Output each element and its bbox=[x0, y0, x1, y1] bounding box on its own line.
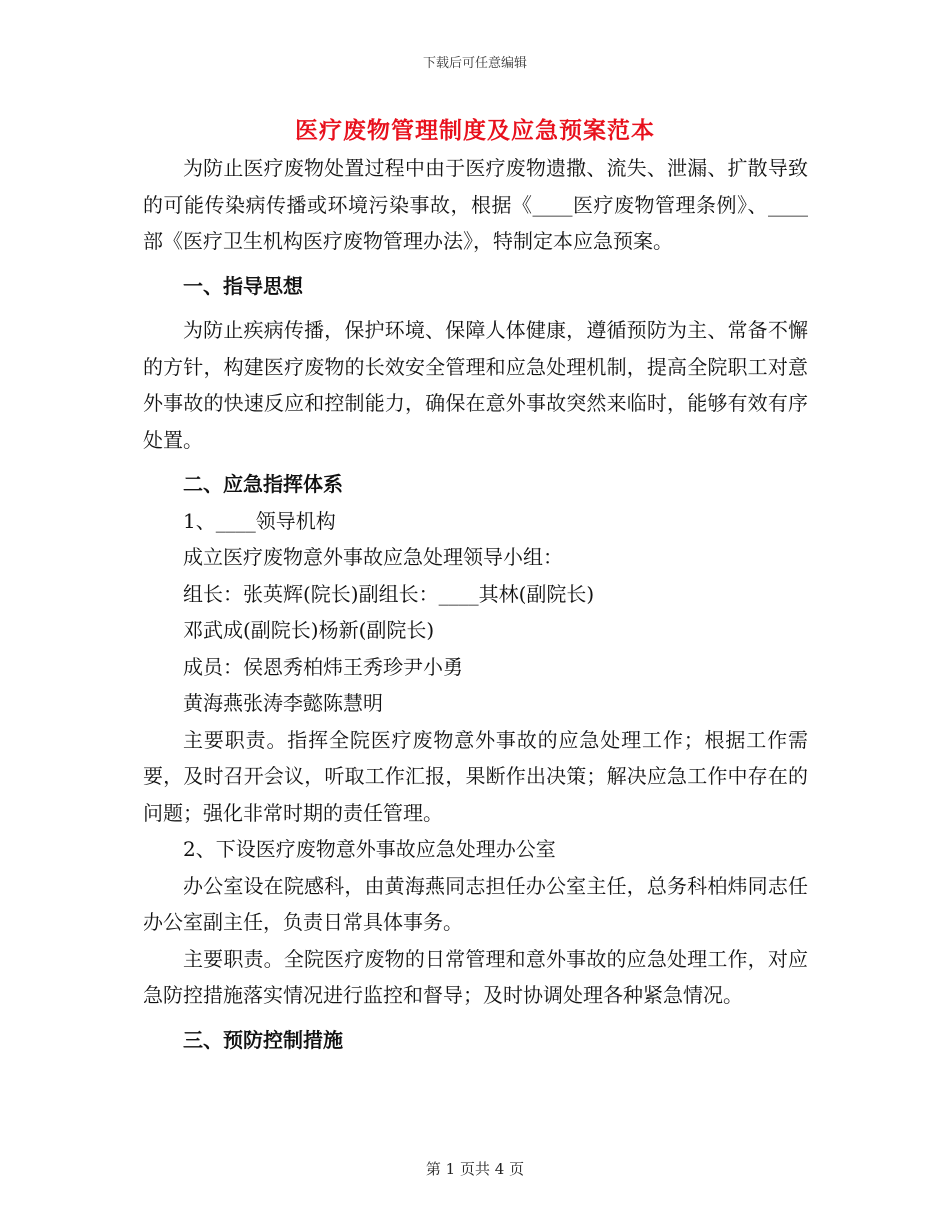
office-paragraph: 办公室设在院感科，由黄海燕同志担任办公室主任，总务科柏炜同志任办公室副主任，负责日常具体事务。 bbox=[143, 873, 808, 934]
section-heading-command-system: 二、应急指挥体系 bbox=[183, 472, 343, 496]
guiding-ideology-paragraph: 为防止疾病传播，保护环境、保障人体健康，遵循预防为主、常备不懈的方针，构建医疗废物的长效安全管理和应急处理机制，提高全院职工对意外事故的快速反应和控制能力，确保在意外事故突然来临时，能够有效有序处置。 bbox=[143, 318, 808, 452]
deputy-line: 邓武成(副院长)杨新(副院长) bbox=[183, 618, 435, 642]
members-line: 成员：侯恩秀柏炜王秀珍尹小勇 bbox=[183, 654, 463, 679]
document-title: 医疗废物管理制度及应急预案范本 bbox=[295, 117, 655, 144]
members-line-2: 黄海燕张涛李懿陈慧明 bbox=[183, 691, 383, 715]
page-footer-number: 第 1 页共 4 页 bbox=[425, 1160, 525, 1178]
section-heading-guiding-ideology: 一、指导思想 bbox=[183, 273, 303, 298]
office-duties-paragraph: 主要职责。全院医疗废物的日常管理和意外事故的应急处理工作，对应急防控措施落实情况进行监控和督导；及时协调处理各种紧急情况。 bbox=[143, 946, 808, 1007]
page-header-note: 下载后可任意编辑 bbox=[422, 56, 527, 71]
document-body bbox=[143, 150, 808, 1058]
leadership-group-line: 成立医疗废物意外事故应急处理领导小组： bbox=[183, 545, 563, 569]
subheading-office: 2、下设医疗废物意外事故应急处理办公室 bbox=[183, 837, 556, 861]
subheading-leadership: 1、____领导机构 bbox=[183, 508, 336, 533]
intro-paragraph: 为防止医疗废物处置过程中由于医疗废物遗撒、流失、泄漏、扩散导致的可能传染病传播或环境污染事故，根据《____医疗废物管理条例》、____部《医疗卫生机构医疗废物管理办法》，特制定本应急预案。 bbox=[143, 156, 808, 253]
section-heading-prevention: 三、预防控制措施 bbox=[183, 1027, 343, 1052]
leadership-duties-paragraph: 主要职责。指挥全院医疗废物意外事故的应急处理工作；根据工作需要，及时召开会议，听取工作汇报，果断作出决策；解决应急工作中存在的问题；强化非常时期的责任管理。 bbox=[143, 727, 808, 825]
leader-line: 组长：张英辉(院长)副组长：____其林(副院长) bbox=[183, 581, 595, 606]
